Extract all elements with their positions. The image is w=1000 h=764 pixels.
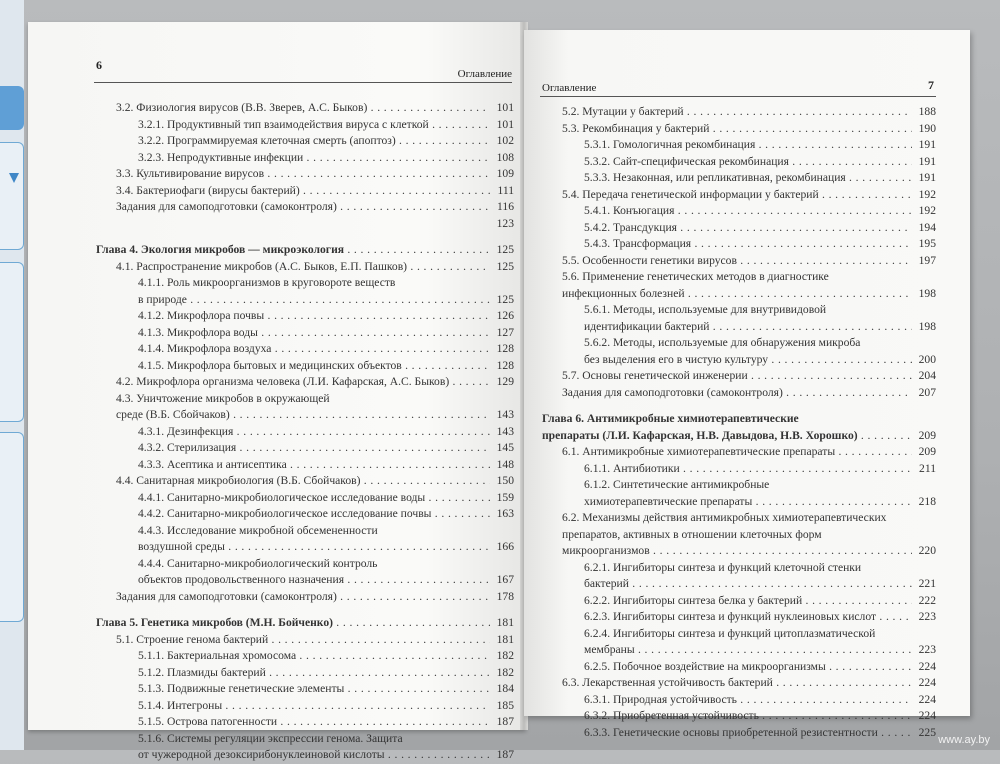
toc-entry (96, 358, 514, 375)
toc-entry (96, 589, 514, 606)
toc-entry (96, 183, 514, 200)
toc-entry-page: 191 (918, 138, 936, 151)
toc-entry (542, 319, 936, 336)
toc-entry (542, 385, 936, 402)
toc-entry-title: 4.3.1. Дезинфекция . . . (138, 424, 490, 441)
toc-entry-title: 5.3.3. Незаконная, или репликативная, рекомбинация . . . (584, 170, 912, 187)
toc-entry (96, 572, 514, 589)
toc-entry-title: 5.1.6. Системы регуляции экспрессии генома. Защита (138, 731, 403, 745)
toc-entry-page: 187 (496, 715, 514, 728)
toc-entry (542, 675, 936, 692)
toc-entry (542, 659, 936, 676)
toc-entry-page: 188 (918, 105, 936, 118)
toc-entry-title: 4.3. Уничтожение микробов в окружающей (116, 391, 330, 405)
toc-entry-page: 143 (496, 424, 514, 438)
toc-entry (96, 166, 514, 183)
toc-entry-title: 4.4.1. Санитарно-микробиологическое исследование воды . . . (138, 490, 490, 507)
toc-entry (96, 391, 514, 408)
toc-entry (96, 133, 514, 150)
toc-entry-page: 225 (918, 725, 936, 739)
toc-entry-title: 5.6. Применение генетических методов в диагностике (562, 270, 829, 283)
toc-entry (96, 199, 514, 216)
toc-entry-title: 5.3. Рекомбинация у бактерий . . . (562, 121, 912, 138)
toc-entry (96, 341, 514, 358)
toc-entry-page: 223 (918, 610, 936, 623)
toc-entry-title: мембраны . . . (584, 642, 912, 659)
toc-entry-page: 181 (496, 632, 514, 646)
toc-entry-page: 128 (496, 342, 514, 355)
toc-entry-page: 145 (496, 441, 514, 454)
toc-entry-title: Задания для самоподготовки (самоконтроля) . . . (562, 385, 912, 402)
toc-entry-page: 167 (496, 573, 514, 586)
toc-entry (96, 539, 514, 556)
toc-entry-title: 5.3.1. Гомологичная рекомбинация . . . (584, 137, 912, 154)
toc-entry-title: 4.2. Микрофлора организма человека (Л.И. Кафарская, А.С. Быков) . . . (116, 374, 490, 391)
toc-entry-title: 6.2. Механизмы действия антимикробных химиотерапевтических (562, 511, 887, 524)
toc-entry (96, 681, 514, 698)
toc-entry-page: 191 (918, 171, 936, 184)
toc-entry (96, 632, 514, 649)
left-page (28, 22, 526, 761)
toc-entry-page: 148 (496, 457, 514, 471)
toc-entry (96, 374, 514, 391)
toc-entry-title: препараты (Л.И. Кафарская, Н.В. Давыдова, Н.В. Хорошко) . . . (542, 428, 912, 445)
toc-entry-title: 6.1.2. Синтетические антимикробные (584, 478, 770, 491)
toc-entry-title: 4.1.2. Микрофлора почвы . . . (138, 308, 490, 325)
toc-chapter-entry (542, 428, 936, 445)
toc-entry-title: 6.2.3. Ингибиторы синтеза и функций нуклеиновых кислот . . . (584, 609, 912, 626)
toc-entry (96, 556, 514, 573)
toc-entry-page: 125 (496, 292, 514, 306)
toc-entry-title: 6.3. Лекарственная устойчивость бактерий . . . (562, 675, 912, 692)
right-page (524, 30, 970, 739)
toc-entry (96, 490, 514, 507)
toc-chapter-entry (96, 615, 514, 632)
toc-entry-page: 185 (496, 698, 514, 712)
toc-entry (542, 236, 936, 253)
triangle-marker-icon (9, 173, 19, 183)
toc-entry-page: 102 (496, 134, 514, 147)
toc-entry (542, 510, 936, 527)
toc-entry-title: без выделения его в чистую культуру . . . (584, 352, 912, 369)
toc-entry-title: химиотерапевтические препараты . . . (584, 494, 912, 511)
left-page-header-title: Оглавление (457, 68, 512, 80)
side-tab[interactable] (0, 432, 24, 622)
toc-entry-title: 3.4. Бактериофаги (вирусы бактерий) . . . (116, 183, 490, 200)
toc-entry (542, 626, 936, 643)
toc-entry-title: 5.1.2. Плазмиды бактерий . . . (138, 665, 490, 682)
toc-entry (542, 494, 936, 511)
toc-entry-title: 4.1.1. Роль микроорганизмов в круговороте веществ (138, 276, 396, 289)
left-page-number: 6 (96, 58, 102, 72)
toc-entry-title: инфекционных болезней . . . (562, 286, 912, 303)
toc-entry-title: микроорганизмов . . . (562, 543, 912, 560)
toc-entry (542, 137, 936, 154)
toc-entry (96, 457, 514, 474)
toc-entry-title: Задания для самоподготовки (самоконтроля) . . . (116, 589, 490, 606)
toc-entry-title: 3.2.1. Продуктивный тип взаимодействия вируса с клеткой . . . (138, 117, 490, 134)
toc-entry-title: Задания для самоподготовки (самоконтроля) . . . (116, 199, 490, 216)
toc-entry (96, 275, 514, 292)
toc-entry-title: 6.2.1. Ингибиторы синтеза и функций клеточной стенки (584, 560, 862, 574)
toc-entry-page: 150 (496, 474, 514, 487)
toc-entry-page: 207 (918, 385, 936, 399)
toc-entry (96, 665, 514, 682)
toc-entry-page: 108 (496, 150, 514, 164)
toc-entry (96, 714, 514, 731)
right-toc-list (542, 104, 936, 741)
toc-entry-title: 5.1.5. Острова патогенности . . . (138, 714, 490, 731)
toc-entry-page: 192 (918, 187, 936, 201)
toc-entry-page: 200 (918, 352, 936, 366)
side-tab-active[interactable] (0, 86, 24, 130)
toc-entry-page: 223 (918, 643, 936, 656)
toc-entry-title: 4.1.4. Микрофлора воздуха . . . (138, 341, 490, 358)
toc-entry-page: 222 (918, 593, 936, 607)
toc-entry-title: 6.1.1. Антибиотики . . . (584, 461, 912, 478)
toc-entry (542, 154, 936, 171)
toc-entry-title: идентификации бактерий . . . (584, 319, 912, 336)
toc-entry (542, 708, 936, 725)
toc-entry-title: Глава 6. Антимикробные химиотерапевтические (542, 412, 799, 425)
toc-entry-title: 4.4. Санитарная микробиология (В.Б. Сбойчаков) . . . (116, 473, 490, 490)
toc-entry-title: 5.7. Основы генетической инженерии . . . (562, 368, 912, 385)
toc-entry-title: 6.1. Антимикробные химиотерапевтические препараты . . . (562, 444, 912, 461)
toc-entry-title: 6.3.3. Генетические основы приобретенной резистентности . . . (584, 725, 912, 742)
toc-entry (96, 440, 514, 457)
toc-entry-title: 3.2.2. Программируемая клеточная смерть (апоптоз) . . . (138, 133, 490, 150)
toc-entry (96, 100, 514, 117)
toc-entry-title: 6.2.4. Ингибиторы синтеза и функций цитоплазматической (584, 626, 876, 640)
toc-entry-page: 128 (496, 358, 514, 372)
left-header-rule (94, 82, 512, 83)
toc-entry-page: 190 (918, 121, 936, 135)
toc-entry-page: 195 (918, 237, 936, 250)
toc-entry (542, 121, 936, 138)
toc-entry-title: 4.1. Распространение микробов (А.С. Быков, Е.П. Пашков) . . . (116, 259, 490, 276)
toc-entry-page: 101 (496, 101, 514, 114)
toc-entry-title: 5.5. Особенности генетики вирусов . . . (562, 253, 912, 270)
toc-entry-page: 224 (918, 692, 936, 706)
toc-entry-title: 4.4.4. Санитарно-микробиологический контроль (138, 556, 378, 570)
toc-entry-title: 5.2. Мутации у бактерий . . . (562, 104, 912, 121)
toc-entry-page: 111 (497, 183, 514, 197)
toc-entry-title: Глава 4. Экология микробов — микроэкология . . . (96, 242, 490, 259)
toc-entry (542, 560, 936, 577)
toc-entry-page: 116 (497, 200, 514, 213)
toc-entry (96, 216, 514, 233)
toc-entry (542, 725, 936, 742)
toc-entry (96, 407, 514, 424)
toc-entry (542, 368, 936, 385)
toc-entry-title: 6.3.2. Приобретенная устойчивость . . . (584, 708, 912, 725)
toc-entry-page: 181 (496, 616, 514, 629)
toc-entry (542, 609, 936, 626)
toc-entry-page: 163 (496, 507, 514, 520)
toc-entry-page: 209 (918, 428, 936, 442)
toc-entry (542, 170, 936, 187)
toc-entry-page: 109 (496, 167, 514, 180)
toc-entry-page: 127 (496, 325, 514, 339)
toc-entry (96, 648, 514, 665)
toc-entry (542, 335, 936, 352)
toc-entry-page: 224 (918, 709, 936, 722)
toc-entry-page: 194 (918, 220, 936, 234)
toc-entry (96, 473, 514, 490)
toc-entry-title: в природе . . . (138, 292, 490, 309)
toc-entry (542, 543, 936, 560)
toc-entry-title: 4.1.5. Микрофлора бытовых и медицинских объектов . . . (138, 358, 490, 375)
toc-entry (542, 444, 936, 461)
toc-entry-page: 125 (496, 259, 514, 273)
toc-entry-title: объектов продовольственного назначения . . . (138, 572, 490, 589)
toc-entry-page: 224 (918, 659, 936, 673)
toc-entry-title: 5.4.2. Трансдукция . . . (584, 220, 912, 237)
toc-entry-title: 4.1.3. Микрофлора воды . . . (138, 325, 490, 342)
toc-entry-page: 211 (919, 461, 936, 475)
toc-entry (96, 698, 514, 715)
toc-entry-title: 5.1. Строение генома бактерий . . . (116, 632, 490, 649)
toc-entry-page: 218 (918, 494, 936, 508)
toc-entry-title: 3.3. Культивирование вирусов . . . (116, 166, 490, 183)
toc-entry-page: 198 (918, 319, 936, 333)
toc-entry-page: 178 (496, 589, 514, 603)
toc-entry-title: 5.6.2. Методы, используемые для обнаружения микроба (584, 336, 861, 349)
toc-entry-title: 5.1.4. Интегроны . . . (138, 698, 490, 715)
toc-entry (542, 187, 936, 204)
toc-chapter-entry (96, 242, 514, 259)
toc-entry-page: 182 (496, 665, 514, 679)
toc-chapter-entry (542, 411, 936, 428)
toc-entry (542, 253, 936, 270)
toc-entry-page: 123 (496, 216, 514, 230)
toc-entry-page: 166 (496, 540, 514, 553)
toc-entry-title: 6.2.5. Побочное воздействие на микроорганизмы . . . (584, 659, 912, 676)
toc-entry-page: 129 (496, 375, 514, 388)
toc-entry-page: 184 (496, 682, 514, 695)
toc-entry-title: 5.4. Передача генетической информации у бактерий . . . (562, 187, 912, 204)
side-tab-strip (0, 0, 24, 750)
toc-entry-page: 197 (918, 253, 936, 267)
watermark: www.ay.by (938, 734, 990, 746)
toc-entry-page: 224 (918, 676, 936, 689)
toc-entry (96, 731, 514, 748)
toc-entry-page: 198 (918, 286, 936, 300)
toc-entry-title: от чужеродной дезоксирибонуклеиновой кислоты . . . (138, 747, 490, 764)
toc-entry-page: 220 (918, 544, 936, 557)
toc-entry-page: 101 (496, 117, 514, 131)
toc-entry-title: среде (В.Б. Сбойчаков) . . . (116, 407, 490, 424)
toc-entry-title: 4.3.3. Асептика и антисептика . . . (138, 457, 490, 474)
toc-entry (96, 424, 514, 441)
toc-entry-page: 221 (918, 577, 936, 590)
toc-entry (542, 286, 936, 303)
toc-entry-page: 126 (496, 309, 514, 322)
toc-entry (96, 259, 514, 276)
toc-entry-title: 3.2.3. Непродуктивные инфекции . . . (138, 150, 490, 167)
right-page-header-title: Оглавление (542, 82, 597, 94)
toc-entry (542, 203, 936, 220)
toc-entry (542, 104, 936, 121)
toc-entry-title: 4.4.2. Санитарно-микробиологическое исследование почвы . . . (138, 506, 490, 523)
toc-entry-title: Глава 5. Генетика микробов (М.Н. Бойченко) . . . (96, 615, 490, 632)
toc-entry (542, 477, 936, 494)
toc-entry (96, 308, 514, 325)
toc-entry-title: 5.1.1. Бактериальная хромосома . . . (138, 648, 490, 665)
toc-entry-title: 6.2.2. Ингибиторы синтеза белка у бактерий . . . (584, 593, 912, 610)
toc-entry (542, 576, 936, 593)
toc-entry (542, 642, 936, 659)
toc-entry-title: бактерий . . . (584, 576, 912, 593)
right-page-number: 7 (928, 78, 934, 92)
toc-entry-title: 5.6.1. Методы, используемые для внутривидовой (584, 303, 827, 316)
toc-entry-page: 143 (496, 408, 514, 421)
toc-entry-title: воздушной среды . . . (138, 539, 490, 556)
toc-entry-title: 4.3.2. Стерилизация . . . (138, 440, 490, 457)
toc-entry (542, 302, 936, 319)
toc-entry (542, 269, 936, 286)
toc-entry-page: 159 (496, 490, 514, 504)
toc-entry-page: 182 (496, 649, 514, 662)
toc-entry-title: препаратов, активных в отношении клеточных форм (562, 527, 822, 541)
toc-entry (542, 461, 936, 478)
toc-entry (542, 692, 936, 709)
toc-entry (96, 747, 514, 764)
toc-entry-page: 187 (496, 748, 514, 761)
right-header-rule (540, 96, 936, 97)
toc-entry-title: 5.4.1. Конъюгация . . . (584, 203, 912, 220)
toc-entry (542, 593, 936, 610)
toc-entry (96, 523, 514, 540)
toc-entry-page: 192 (918, 204, 936, 217)
toc-entry-page: 204 (918, 369, 936, 382)
toc-entry-title: 6.3.1. Природная устойчивость . . . (584, 692, 912, 709)
toc-entry (96, 506, 514, 523)
toc-entry (96, 117, 514, 134)
toc-entry-title: 4.4.3. Исследование микробной обсемененности (138, 523, 378, 537)
toc-entry (96, 325, 514, 342)
toc-entry-title: 5.1.3. Подвижные генетические элементы . . . (138, 681, 490, 698)
side-tab[interactable] (0, 262, 24, 422)
toc-entry-title: 3.2. Физиология вирусов (В.В. Зверев, А.С. Быков) . . . (116, 100, 490, 117)
toc-entry-title: 5.4.3. Трансформация . . . (584, 236, 912, 253)
toc-entry (542, 527, 936, 544)
left-toc-list (96, 100, 514, 764)
toc-entry (542, 220, 936, 237)
toc-entry-title: 5.3.2. Сайт-специфическая рекомбинация . . . (584, 154, 912, 171)
toc-entry-page: 191 (918, 154, 936, 168)
toc-entry-page: 125 (496, 243, 514, 256)
toc-entry (542, 352, 936, 369)
toc-entry (96, 292, 514, 309)
toc-entry (96, 150, 514, 167)
side-tab[interactable] (0, 142, 24, 250)
toc-entry-page: 209 (918, 445, 936, 458)
